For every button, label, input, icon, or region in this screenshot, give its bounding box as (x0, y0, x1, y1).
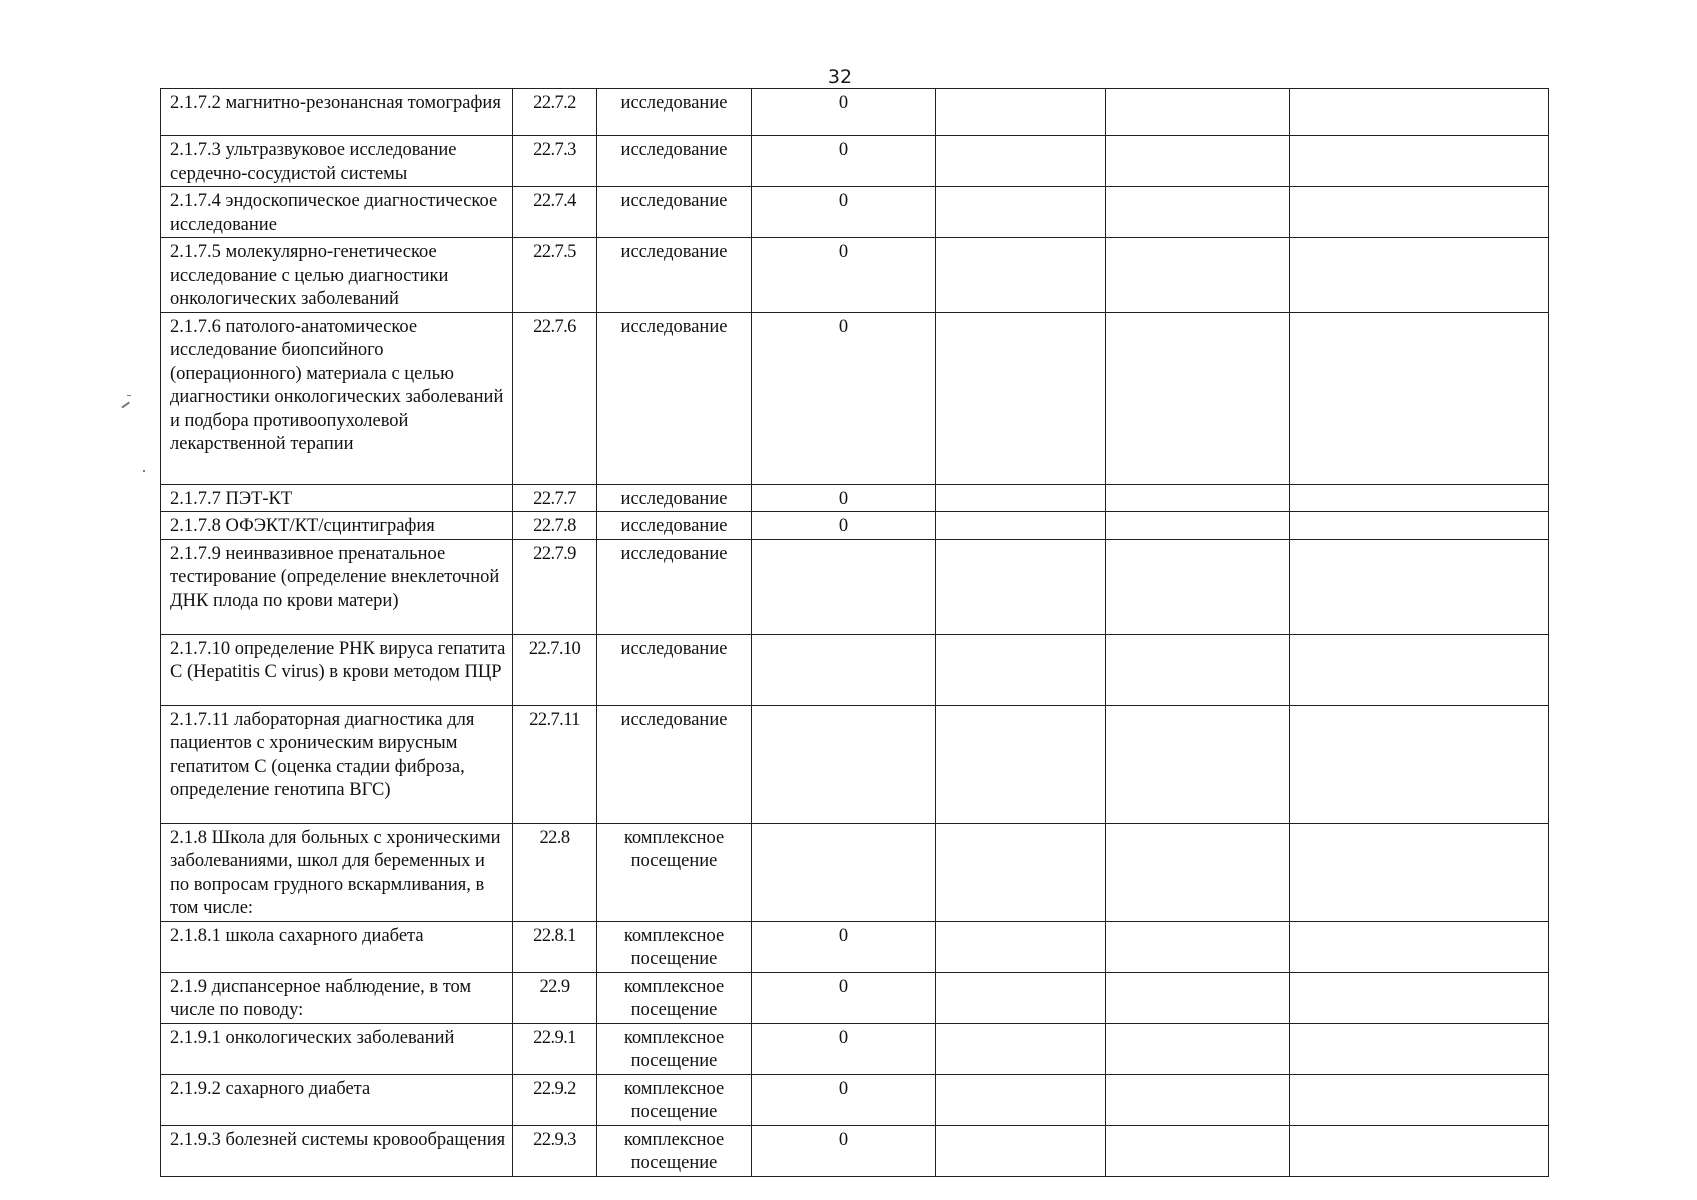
scan-mark (121, 402, 129, 408)
row-empty-cell (1290, 1074, 1549, 1125)
row-code-cell: 22.9.2 (513, 1074, 597, 1125)
row-empty-cell (1290, 921, 1549, 972)
row-unit-cell: комплексное посещение (597, 1074, 752, 1125)
table-row (161, 1125, 1549, 1176)
row-value-cell: 0 (752, 484, 936, 512)
row-empty-cell (1106, 187, 1290, 238)
row-empty-cell (1106, 921, 1290, 972)
row-empty-cell (1290, 89, 1549, 136)
row-name-cell: 2.1.8 Школа для больных с хроническими заболеваниями, школ для беременных и по вопросам грудного вскармливания, в том числе: (161, 823, 513, 921)
row-empty-cell (1106, 136, 1290, 187)
row-name-cell: 2.1.7.8 ОФЭКТ/КТ/сцинтиграфия (161, 512, 513, 540)
row-name-cell: 2.1.7.10 определение РНК вируса гепатита С (Hepatitis C virus) в крови методом ПЦР (161, 634, 513, 705)
row-empty-cell (936, 1023, 1106, 1074)
table-row (161, 238, 1549, 313)
row-code-cell: 22.7.9 (513, 539, 597, 634)
row-code-cell: 22.7.6 (513, 312, 597, 484)
row-empty-cell (1106, 1074, 1290, 1125)
row-unit-cell: комплексное посещение (597, 921, 752, 972)
row-unit-cell: комплексное посещение (597, 1125, 752, 1176)
row-empty-cell (936, 238, 1106, 313)
row-empty-cell (1290, 484, 1549, 512)
page-number: 32 (827, 66, 853, 88)
row-name-cell: 2.1.9.2 сахарного диабета (161, 1074, 513, 1125)
indicators-table (160, 88, 1549, 1177)
row-unit-cell: исследование (597, 705, 752, 823)
row-value-cell (752, 539, 936, 634)
row-code-cell: 22.9.3 (513, 1125, 597, 1176)
row-empty-cell (1106, 312, 1290, 484)
table-row (161, 972, 1549, 1023)
row-code-cell: 22.7.5 (513, 238, 597, 313)
table-row (161, 1074, 1549, 1125)
row-empty-cell (1290, 187, 1549, 238)
row-name-cell: 2.1.7.2 магнитно-резонансная томография (161, 89, 513, 136)
row-value-cell: 0 (752, 312, 936, 484)
row-empty-cell (1106, 539, 1290, 634)
table-row (161, 539, 1549, 634)
table-row (161, 1023, 1549, 1074)
row-value-cell: 0 (752, 136, 936, 187)
row-name-cell: 2.1.8.1 школа сахарного диабета (161, 921, 513, 972)
row-code-cell: 22.7.10 (513, 634, 597, 705)
row-unit-cell: исследование (597, 539, 752, 634)
row-unit-cell: комплексное посещение (597, 823, 752, 921)
row-unit-cell: исследование (597, 89, 752, 136)
row-empty-cell (1106, 634, 1290, 705)
row-empty-cell (1290, 512, 1549, 540)
row-empty-cell (936, 972, 1106, 1023)
scan-mark (143, 470, 145, 472)
row-value-cell: 0 (752, 972, 936, 1023)
row-empty-cell (1106, 1023, 1290, 1074)
row-name-cell: 2.1.7.6 патолого-анатомическое исследование биопсийного (операционного) материала с целью диагностики онкологических заболеваний и подбора противоопухолевой лекарственной терапии (161, 312, 513, 484)
row-unit-cell: исследование (597, 312, 752, 484)
row-empty-cell (1290, 1023, 1549, 1074)
row-empty-cell (936, 634, 1106, 705)
row-code-cell: 22.7.8 (513, 512, 597, 540)
row-value-cell (752, 634, 936, 705)
row-empty-cell (1290, 312, 1549, 484)
row-code-cell: 22.7.11 (513, 705, 597, 823)
row-empty-cell (1290, 1125, 1549, 1176)
row-unit-cell: исследование (597, 512, 752, 540)
row-value-cell: 0 (752, 512, 936, 540)
row-unit-cell: исследование (597, 484, 752, 512)
row-code-cell: 22.7.2 (513, 89, 597, 136)
row-empty-cell (1290, 238, 1549, 313)
row-unit-cell: комплексное посещение (597, 972, 752, 1023)
row-value-cell: 0 (752, 238, 936, 313)
row-empty-cell (1106, 972, 1290, 1023)
table-row (161, 512, 1549, 540)
row-empty-cell (1290, 136, 1549, 187)
row-empty-cell (936, 705, 1106, 823)
row-empty-cell (1106, 512, 1290, 540)
scan-mark (127, 395, 131, 396)
row-name-cell: 2.1.7.3 ультразвуковое исследование сердечно-сосудистой системы (161, 136, 513, 187)
row-code-cell: 22.8 (513, 823, 597, 921)
row-empty-cell (936, 89, 1106, 136)
row-empty-cell (1106, 484, 1290, 512)
row-empty-cell (1106, 705, 1290, 823)
row-empty-cell (1106, 89, 1290, 136)
row-name-cell: 2.1.7.5 молекулярно-генетическое исследование с целью диагностики онкологических заболеваний (161, 238, 513, 313)
row-empty-cell (1290, 539, 1549, 634)
row-empty-cell (936, 539, 1106, 634)
row-name-cell: 2.1.7.7 ПЭТ-КТ (161, 484, 513, 512)
row-empty-cell (936, 823, 1106, 921)
table-row (161, 921, 1549, 972)
row-empty-cell (1290, 705, 1549, 823)
row-empty-cell (936, 187, 1106, 238)
row-name-cell: 2.1.9.1 онкологических заболеваний (161, 1023, 513, 1074)
row-value-cell: 0 (752, 1074, 936, 1125)
table-row (161, 312, 1549, 484)
row-empty-cell (1290, 634, 1549, 705)
table-row (161, 705, 1549, 823)
row-name-cell: 2.1.9 диспансерное наблюдение, в том числе по поводу: (161, 972, 513, 1023)
row-name-cell: 2.1.7.9 неинвазивное пренатальное тестирование (определение внеклеточной ДНК плода по крови матери) (161, 539, 513, 634)
row-code-cell: 22.7.4 (513, 187, 597, 238)
row-code-cell: 22.9 (513, 972, 597, 1023)
row-unit-cell: исследование (597, 238, 752, 313)
row-value-cell: 0 (752, 1023, 936, 1074)
row-unit-cell: исследование (597, 136, 752, 187)
row-unit-cell: комплексное посещение (597, 1023, 752, 1074)
table-row (161, 484, 1549, 512)
table-row (161, 89, 1549, 136)
row-empty-cell (936, 921, 1106, 972)
table-row (161, 187, 1549, 238)
row-empty-cell (1106, 1125, 1290, 1176)
row-name-cell: 2.1.9.3 болезней системы кровообращения (161, 1125, 513, 1176)
row-name-cell: 2.1.7.4 эндоскопическое диагностическое исследование (161, 187, 513, 238)
row-empty-cell (1290, 972, 1549, 1023)
row-code-cell: 22.7.3 (513, 136, 597, 187)
row-code-cell: 22.7.7 (513, 484, 597, 512)
row-empty-cell (936, 512, 1106, 540)
row-code-cell: 22.9.1 (513, 1023, 597, 1074)
table-row (161, 136, 1549, 187)
row-value-cell (752, 705, 936, 823)
row-empty-cell (1106, 823, 1290, 921)
row-name-cell: 2.1.7.11 лабораторная диагностика для пациентов с хроническим вирусным гепатитом С (оценка стадии фиброза, определение генотипа ВГС) (161, 705, 513, 823)
row-unit-cell: исследование (597, 634, 752, 705)
row-empty-cell (936, 136, 1106, 187)
table-row (161, 634, 1549, 705)
table-row (161, 823, 1549, 921)
row-empty-cell (1290, 823, 1549, 921)
row-empty-cell (936, 312, 1106, 484)
row-code-cell: 22.8.1 (513, 921, 597, 972)
row-value-cell: 0 (752, 89, 936, 136)
row-value-cell: 0 (752, 1125, 936, 1176)
row-value-cell: 0 (752, 187, 936, 238)
row-empty-cell (936, 484, 1106, 512)
row-empty-cell (936, 1125, 1106, 1176)
row-unit-cell: исследование (597, 187, 752, 238)
row-value-cell: 0 (752, 921, 936, 972)
row-value-cell (752, 823, 936, 921)
row-empty-cell (1106, 238, 1290, 313)
row-empty-cell (936, 1074, 1106, 1125)
